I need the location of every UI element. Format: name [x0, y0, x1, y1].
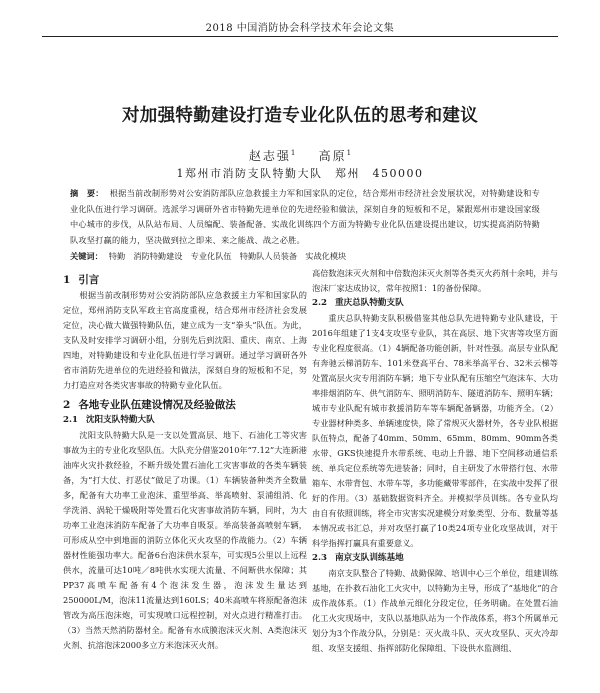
- abstract-label: 摘 要：: [70, 188, 104, 198]
- right-column: [312, 266, 558, 656]
- section-title: 引言: [78, 274, 100, 286]
- section-heading: [63, 272, 307, 288]
- author-name: 高原: [318, 149, 347, 163]
- section-title: 各地专业队伍建设情况及经验做法: [78, 399, 236, 411]
- author-affiliation-mark: 1: [290, 149, 296, 157]
- subsection-number: 2.1: [63, 415, 78, 425]
- paper-title: 对加强特勤建设打造专业化队伍的思考和建议: [122, 106, 478, 126]
- left-column: [63, 272, 307, 653]
- keywords: [70, 249, 540, 264]
- author-affiliation-mark: 1: [346, 149, 352, 157]
- subsection-heading: [63, 413, 307, 428]
- paragraph: 根据当前改制形势对公安消防部队应急救援主力军和国家队的定位，郑州消防支队军政主官高度重视，结合郑州市经济社会发展定位，决心做大做强特勤队伍，建立成为一支“拳头”队伍。为此，支队及时安排学习调研小组，分别先后到沈阳、重庆、南京、上海四地，对特勤建设和专业化队伍进行学习调研。通过学习调研各外省市消防先进单位的先进经验和做法，深刻自身的短板和不足，努力打造应对各类灾害事故的特勤专业化队伍。: [63, 290, 307, 390]
- author-line: [0, 147, 600, 164]
- section-heading: [63, 397, 307, 413]
- keywords-text: 特勤 消防特勤建设 专业化队伍 特勤队人员装备 实战化模块: [108, 251, 347, 261]
- section-number: 2: [63, 399, 71, 411]
- paragraph: 高倍数泡沫灭火剂和中倍数泡沫灭火剂等各类灭火药剂十余吨，并与泡沫厂家达成协议，常年按照1：1的备份保障。: [312, 268, 558, 293]
- paragraph: 南京支队整合了特勤、战勤保障、培训中心三个单位，组建训练基地，在扑救石油化工火灾中，以特勤为主导，形成了“基地化”的合成作战体系。（1）作战单元细化分段定位，任务明确。在处置石油化工火灾现场中，支队以基地队站为一个作战体系，将3个所属单元划分为3个作战分队，分别是：灭火战斗队、灭火攻坚队、灭火冷却组、攻坚支援组、指挥部防化保障组、下设供水监测组、: [312, 568, 558, 653]
- subsection-title: 南京支队训练基地: [334, 553, 404, 563]
- subsection-heading: [312, 551, 558, 566]
- subsection-title: 沈阳支队特勤大队: [85, 415, 155, 425]
- abstract-text: 根据当前改制形势对公安消防部队应急救援主力军和国家队的定位，结合郑州市经济社会发展状况，对特勤建设和专业化队伍进行学习调研。选派学习调研外省市特勤先进单位的先进经验和做法，深刻自身的短板和不足，紧跟郑州市建设国家级中心城市的步伐，从队站布局、人员编配、装备配备、实战化训练四个方面为特勤专业化队伍建设提出建议，切实提高消防特勤队攻坚打赢的能力，坚决做到拉之即来、来之能战、战之必胜。: [70, 188, 540, 245]
- header-rule: [42, 36, 558, 37]
- subsection-number: 2.3: [312, 553, 327, 563]
- subsection-number: 2.2: [312, 298, 327, 308]
- running-head: 2018 中国消防协会科学技术年会论文集: [205, 23, 395, 34]
- author-name: 赵志强: [248, 149, 291, 163]
- abstract: [70, 186, 540, 248]
- subsection-heading: [312, 296, 558, 311]
- paragraph: 重庆总队特勤支队积极借鉴其他总队先进特勤专业队建设，于2016年组建了1支4支攻坚专业队，其在高层、地下灾害等攻坚方面专业化程度很高。（1）4辆配备功能创新，针对性强。高层专业队配有奔驰云梯消防车、101米登高平台、78米举高平台、32米云梯等处置高层火灾专用消防车辆；地下专业队配有压缩空气泡沫车、大功率排烟消防车、供气消防车、照明消防车、隧道消防车、照明车辆；城市专业队配有城市救援消防车等车辆配备辆器，功能齐全。（2）专业器材种类多、单辆速度快，除了常规灭火器材外，各专业队根据队伍特点，配备了40mm、50mm、65mm、80mm、90mm各类水带、GKS快速提升水带系统、电动上升器、地下空间移动通信系统、单兵定位系统等先进装备；同时，自主研发了水带搭行包、水带箱车、水带背包、水带车等，多功能藏带零部件，在实战中发挥了很好的作用。（3）基础数据资料齐全。并模拟学员训练。各专业队均由自有依照训练，将全市灾害实况建模分对象类型、分布、数量等基本情况或书汇总，并对攻坚打赢了10类24项专业化攻坚战训，对于科学指挥打赢具有重要意义。: [312, 313, 558, 548]
- section-number: 1: [63, 274, 71, 286]
- paragraph: 沈阳支队特勤大队是一支以处置高层、地下、石油化工等灾害事故为主的专业化攻坚队伍。大队充分借鉴2010年“7.12”大连新港油库火灾扑救经验，不断升级处置石油化工灾害事故的各类车辆装备，为“打大仗、打恶仗”做足了功课。（1）车辆装备种类齐全数量多，配备有大功率工业泡沫、重型举高、举高喷射、泵浦组消、化学洗消、涡轮干燥吸附等处置石化灾害事故消防车辆，同时，为大功率工业泡沫消防车配备了大功率自吸泵。举高装备高喷射车辆，可形成从空中到地面的消防立体化灭火攻坚的作战能力。（2）车辆器材性能强功率大。配备6台泡沫供水泵车，可实现5公里以上远程供水，流量可达10吨／8吨供水实现大流量、不间断供水保障；其PP37高喷车配备有4个泡沫发生器，泡沫发生量达到250000L/M，泡沫11流量达到160LS；40米高喷车将原配备泡沫管改为高压泡沫炮，可实现喷口远程控制，对火点进行精准打击。（3）当然天然消防器材全。配备有水成膜泡沫灭火剂、A类泡沫灭火剂、抗溶泡沫2000多立方米泡沫灭火剂。: [63, 430, 307, 650]
- keywords-label: 关键词：: [70, 251, 103, 261]
- subsection-title: 重庆总队特勤支队: [334, 298, 404, 308]
- affiliation: 1郑州市消防支队特勤大队 郑州 450000: [176, 167, 424, 180]
